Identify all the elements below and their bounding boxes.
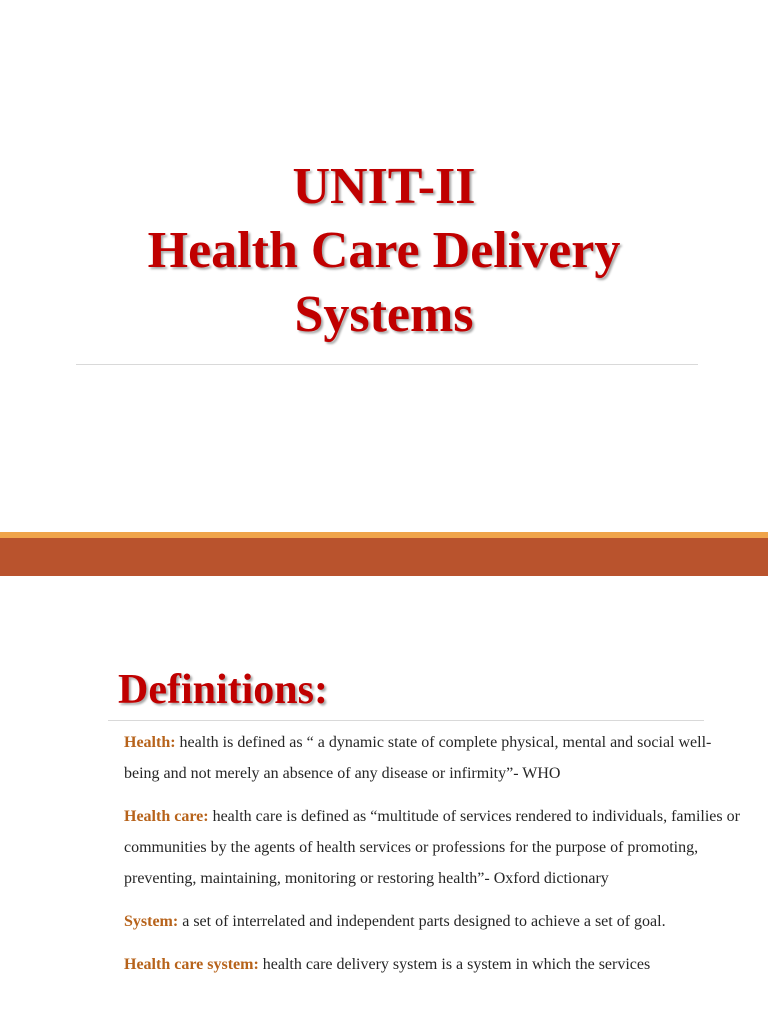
definition-text: health care delivery system is a system in which the services <box>258 956 651 973</box>
definition-term: Health: <box>124 734 176 751</box>
definitions-slide <box>0 576 768 1024</box>
definition-health <box>124 727 744 789</box>
definition-text: health is defined as “ a dynamic state of complete physical, mental and social well-being and not merely an absence of any disease or infirmity”- WHO <box>124 734 712 782</box>
definition-term: Health care system: <box>124 956 259 973</box>
definition-health-care <box>124 801 744 894</box>
definitions-divider <box>108 720 704 721</box>
definitions-heading: Definitions: <box>118 667 328 713</box>
definition-health-care-system <box>124 949 744 980</box>
slide-separator-band <box>0 538 768 576</box>
definition-text: health care is defined as “multitude of services rendered to individuals, families or communities by the agents of health services or professions for the purpose of promoting, preventing, maintaining, monitoring or restoring health”- Oxford dictionary <box>124 808 740 887</box>
definition-term: Health care: <box>124 808 209 825</box>
title-line-health-care-delivery: Health Care Delivery <box>147 222 621 279</box>
definitions-list <box>124 727 744 992</box>
definition-term: System: <box>124 913 179 930</box>
title-line-systems: Systems <box>294 286 474 343</box>
title-divider <box>76 364 698 365</box>
slide-title <box>0 155 768 347</box>
title-line-unit: UNIT-II <box>292 158 476 215</box>
definition-system <box>124 906 744 937</box>
definition-text: a set of interrelated and independent parts designed to achieve a set of goal. <box>178 913 666 930</box>
